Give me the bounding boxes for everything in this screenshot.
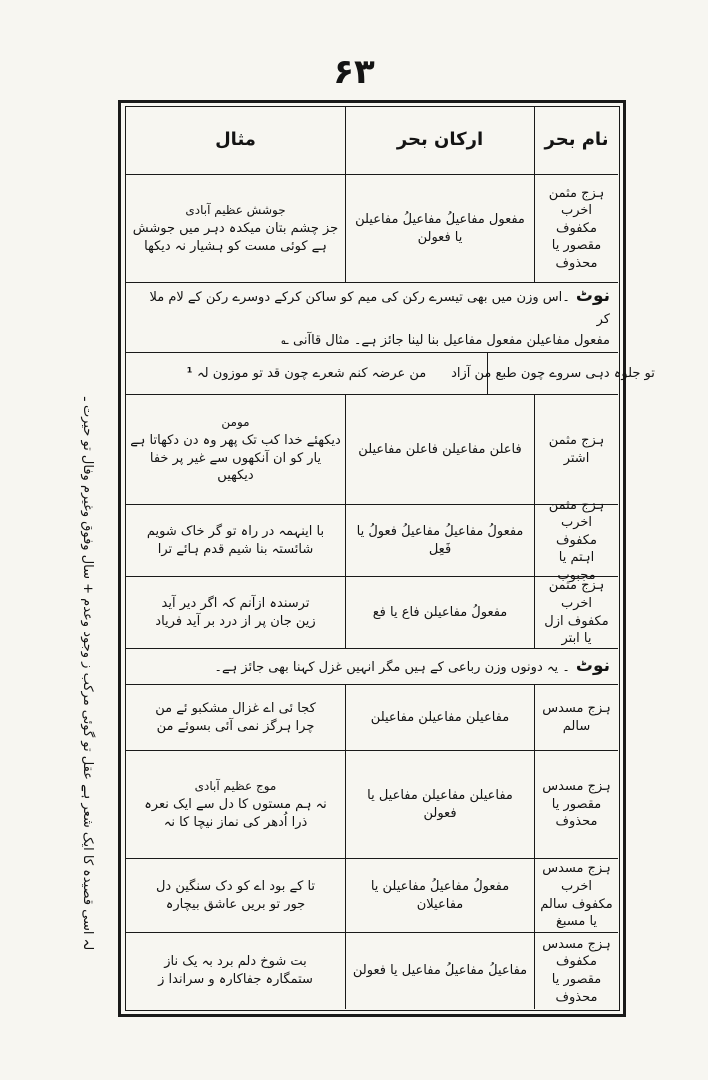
meter-feet: مفعولُ مفاعیلُ مفاعیلُ فعولُ یا فَعِل [345, 505, 535, 576]
note-text: نوٹ۔ یہ دونوں وزن رباعی کے ہیں مگر انہیں غزل کہنا بھی جائز ہے۔ [214, 655, 610, 676]
meter-name: ہزج مثمن اخرب مکفوف اہتم یا مجبوب [548, 497, 605, 583]
note-label: نوٹ [575, 286, 610, 307]
meter-example: جوشش عظیم آبادی جز چشم بتان میکدہ دہر میں جوشش ہے کوئی مست کو ہشیار نہ دیکھا [132, 202, 339, 254]
meter-feet: مفعول مفاعیلُ مفاعیلُ مفاعیلن یا فعولن [345, 175, 535, 282]
meter-example: موج عظیم آبادی نہ ہم مستوں کا دل سے ایک نعرہ ذرا اُدھر کی نماز نیچا کا نہ [144, 778, 327, 830]
meter-example: ترسندہ ازآنم کہ اگر دیر آید زین جان پر از درد بر آید فریاد [155, 595, 316, 629]
poet-name: موج عظیم آبادی [194, 778, 277, 793]
header-meter-feet: ارکان بحر [345, 107, 535, 174]
meter-feet: مفعولُ مفاعیلن فاع یا فع [345, 577, 535, 648]
poet-name: مومن [221, 415, 250, 430]
meter-name: ہزج مسدس مقصور یا محذوف [542, 779, 611, 830]
note-row [126, 283, 618, 353]
meter-feet: مفعولُ مفاعیلُ مفاعیلن یا مفاعیلان [345, 859, 535, 932]
meter-feet: مفاعیلن مفاعیلن مفاعیلن [345, 685, 535, 750]
meter-example: مومن دیکھئے خدا کب تک پھر وہ دن دکھاتا ہے یار کو ان آنکھوں سے غیر پر خفا دیکھیں [130, 415, 341, 484]
meter-feet: فاعلن مفاعیلن فاعلن مفاعیلن [345, 395, 535, 504]
couplet-first-hemistich: تو جلوہ دہی سروے چون طبع من آزاد [451, 366, 655, 381]
note-text: نوٹ۔اس وزن میں بھی تیسرے رکن کی میم کو ساکن کرکے دوسرے رکن کے لام ملا کر مفعول مفاعیلن مفعول مفاعیل بنا لینا جائز ہے۔ مثال قاآنی ؎ [149, 286, 610, 349]
meter-table [125, 106, 655, 1011]
meter-name: ہزج مثمن اخرب مکفوف ازل یا ابتر [544, 578, 609, 647]
header-example: مثال [215, 129, 256, 151]
meter-example: تا کے بود اے کو دک سنگین دل جور تو بریں عاشق بیچارہ [155, 878, 316, 912]
meter-name: ہزج مسدس سالم [542, 700, 611, 734]
table-header-row [126, 107, 618, 175]
note-label: نوٹ [575, 655, 610, 676]
table-row [126, 175, 618, 283]
meter-feet: مفاعیلن مفاعیلن مفاعیل یا فعولن [345, 751, 535, 858]
meter-example: بت شوخ دلم برد بہ یک ناز ستمگارہ جفاکارہ و سراندا ز [158, 954, 313, 987]
margin-footnote: لہ اسی قصیدہ کا ایک شعر ہے عقل تو گوئی مرکب ز وجود وعدم + سال وفوق وغیرم وفال تو حیرت ـ [80, 396, 95, 950]
poet-name: جوشش عظیم آبادی [185, 202, 286, 217]
note-row [126, 649, 618, 685]
table-row [126, 577, 618, 649]
meter-name: ہزج مثمن اخرب مکفوف مقصور یا محذوف [548, 185, 605, 271]
meter-example: با اینہمہ در راہ تو گر خاک شویم شائستہ بنا شیم قدم ہائے ترا [146, 523, 325, 557]
table-row [126, 685, 618, 751]
meter-name: ہزج مسدس اخرب مکفوف سالم یا مسبغ [540, 861, 613, 930]
meter-name: ہزج مسدس مکفوف مقصور یا محذوف [542, 936, 611, 1005]
table-row [126, 395, 618, 505]
meter-name: ہزج مثمن اشتر [548, 432, 605, 466]
header-meter-name: نام بحر [544, 129, 609, 151]
meter-feet: مفاعیلُ مفاعیلُ مفاعیل یا فعولن [345, 933, 535, 1009]
meter-example: کجا ئی اے غزال مشکبو ئے من چرا ہرگز نمی آئی بسوئے من [155, 700, 316, 734]
page-number: ۶۳ [333, 52, 375, 92]
table-row [126, 933, 618, 1009]
example-couplet-row [126, 353, 655, 395]
couplet-second-hemistich: من عرضہ کنم شعرے چون قد تو موزون لہ ¹ [126, 353, 488, 394]
table-row [126, 751, 618, 859]
table-row [126, 497, 618, 583]
table-row [126, 859, 618, 933]
